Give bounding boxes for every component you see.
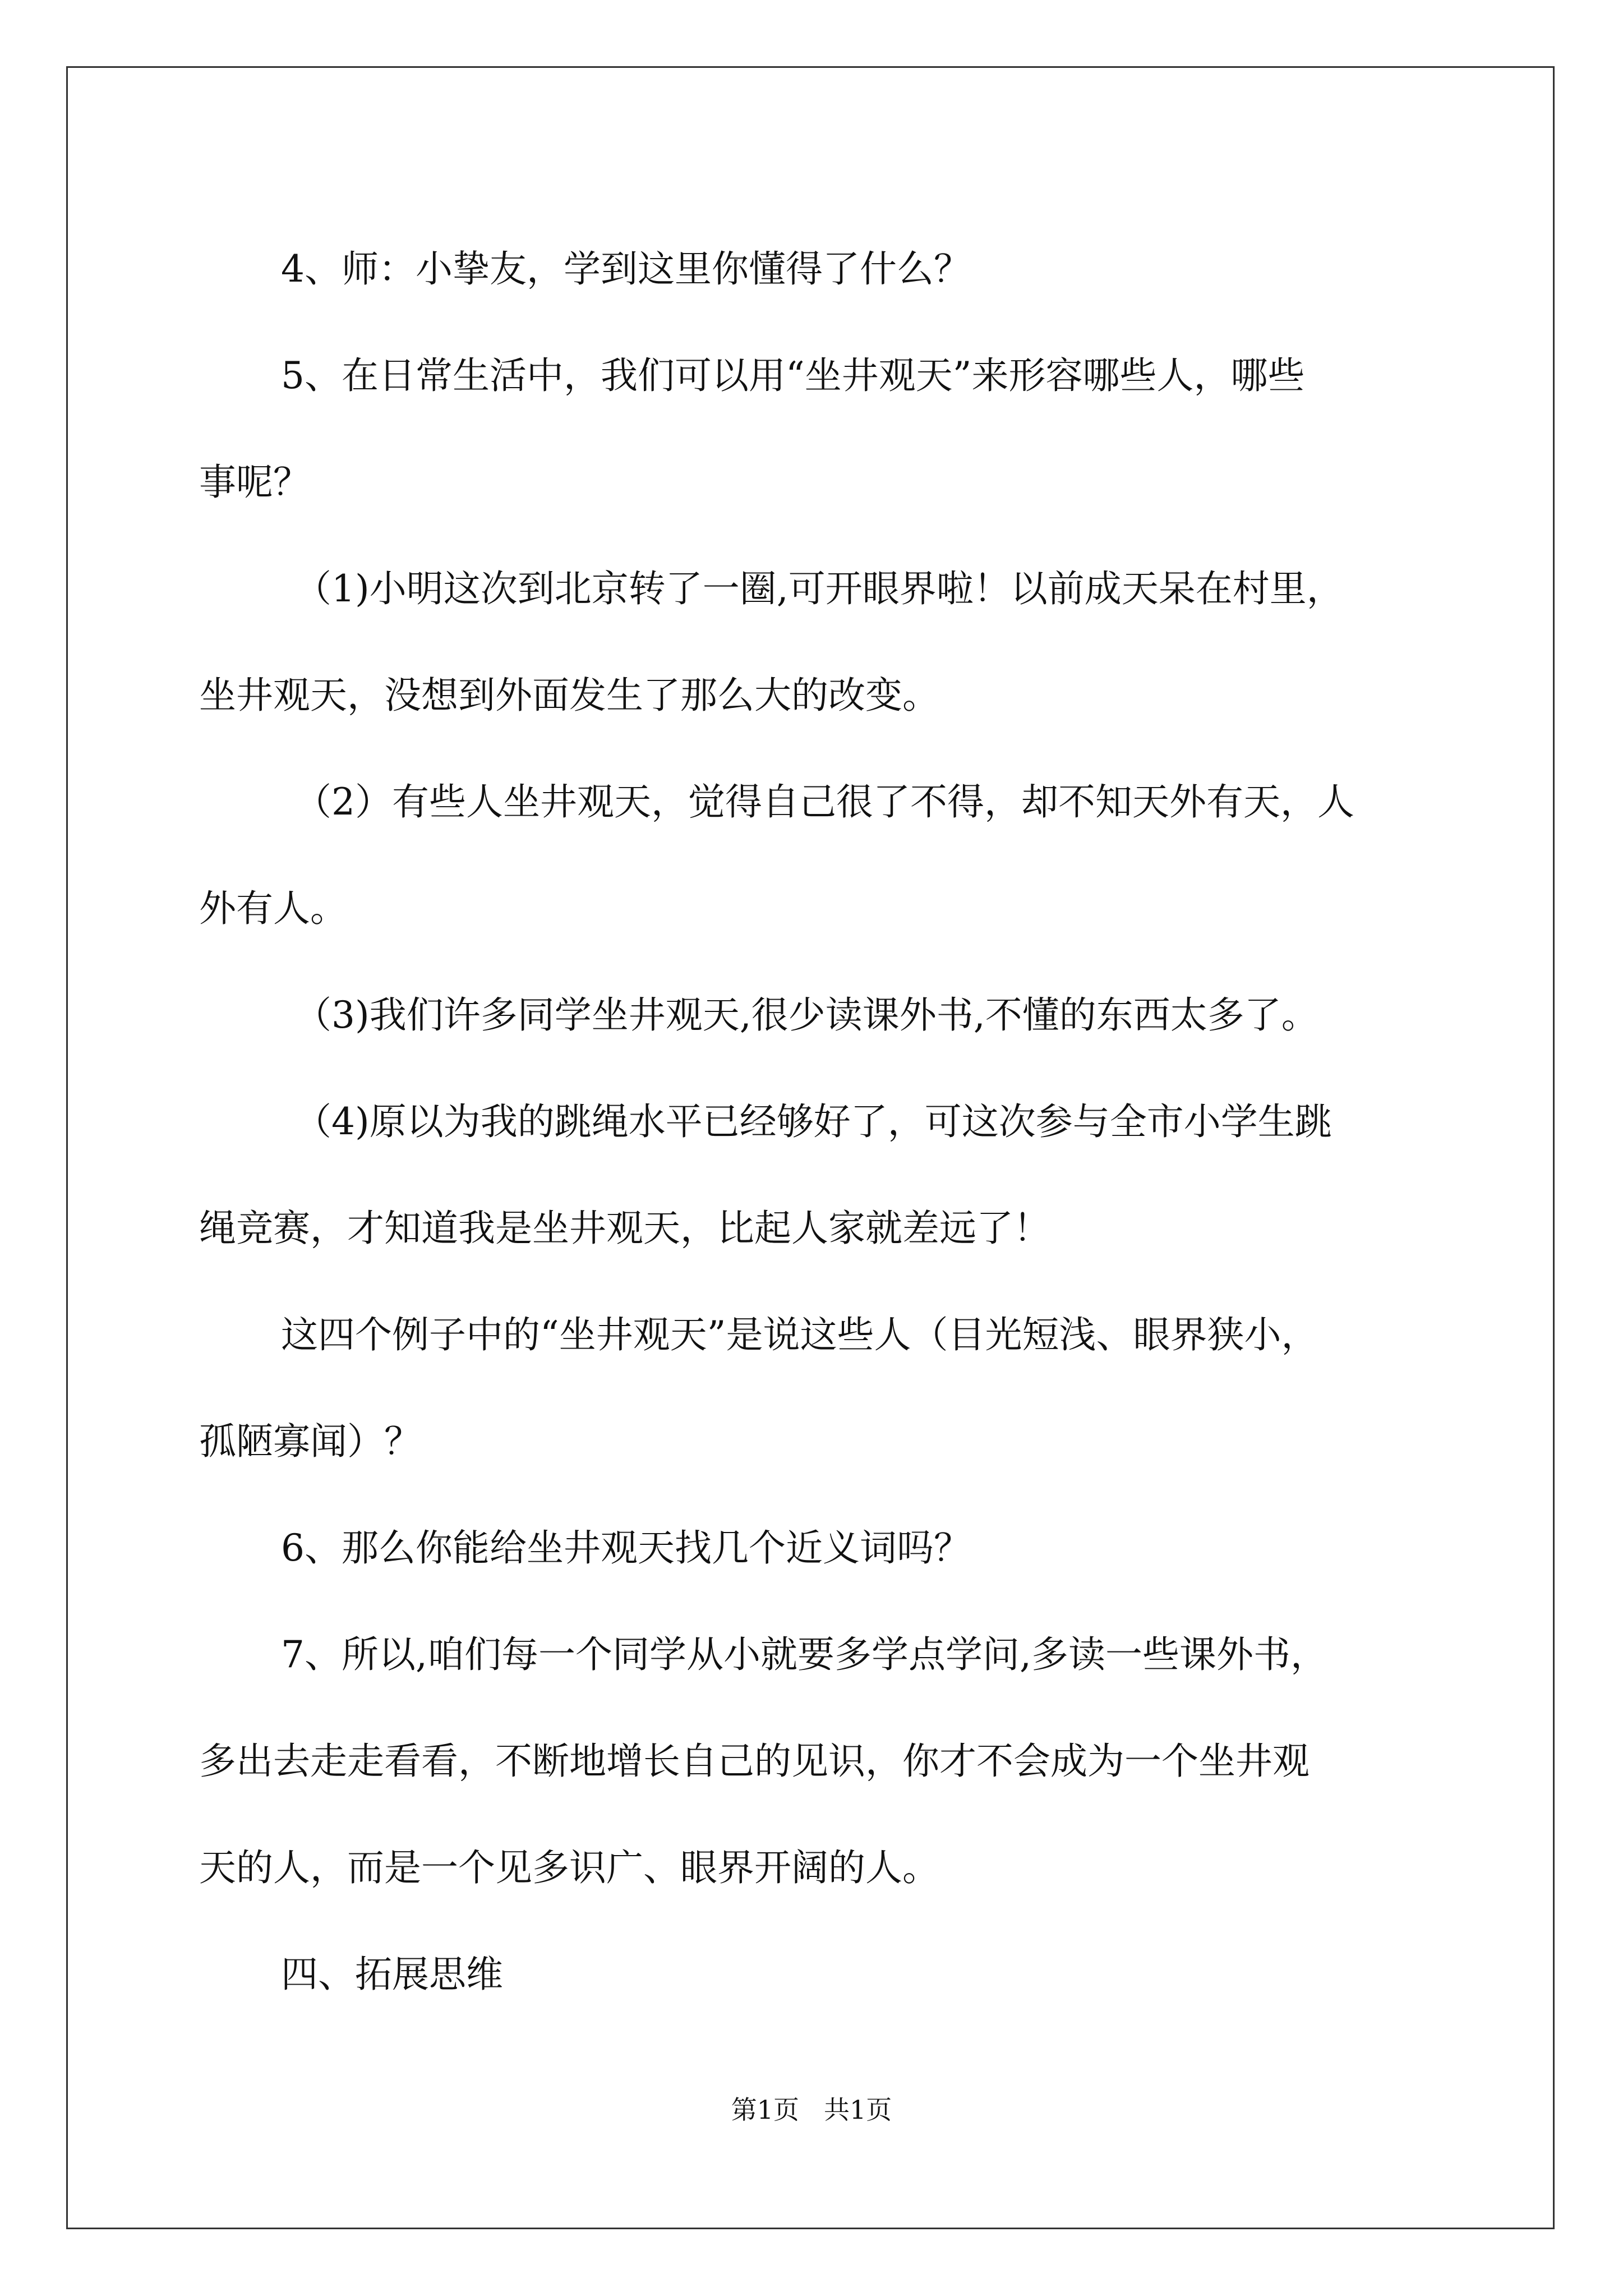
text-line: （1)小明这次到北京转了一圈,可开眼界啦！以前成天呆在村里， <box>294 567 1344 610</box>
text-line: （4)原以为我的跳绳水平已经够好了，可这次参与全市小学生跳 <box>294 1100 1332 1143</box>
text-line: （2）有些人坐井观天，觉得自己很了不得，却不知天外有天，人 <box>294 780 1354 823</box>
text-line: 多出去走走看看，不断地增长自己的见识，你才不会成为一个坐井观 <box>199 1740 1310 1783</box>
text-line: 事呢？ <box>199 461 310 504</box>
text-line: 天的人，而是一个见多识广、眼界开阔的人。 <box>199 1846 939 1889</box>
document-body <box>199 216 1450 2028</box>
text-line: 绳竞赛，才知道我是坐井观天，比起人家就差远了！ <box>199 1207 1050 1250</box>
text-line: 这四个例子中的“坐井观天”是说这些人（目光短浅、眼界狭小， <box>281 1313 1318 1356</box>
text-line: 孤陋寡闻）？ <box>199 1420 421 1463</box>
text-line: 5、在日常生活中，我们可以用“坐井观天”来形容哪些人，哪些 <box>281 354 1305 397</box>
page-footer <box>0 2090 1623 2127</box>
text-line: 外有人。 <box>199 887 347 930</box>
section-heading: 四、拓展思维 <box>281 1953 503 1996</box>
text-line: 6、那么你能给坐井观天找几个近义词吗？ <box>281 1526 971 1570</box>
text-line: 4、师：小挚友，学到这里你懂得了什么？ <box>281 247 971 291</box>
text-line: 7、所以,咱们每一个同学从小就要多学点学问,多读一些课外书， <box>281 1633 1327 1676</box>
page-number: 第1页 <box>731 2095 800 2125</box>
text-line: 坐井观天，没想到外面发生了那么大的改变。 <box>199 674 939 717</box>
text-line: （3)我们许多同学坐井观天,很少读课外书,不懂的东西太多了。 <box>294 993 1318 1037</box>
page-total: 共1页 <box>823 2095 892 2125</box>
